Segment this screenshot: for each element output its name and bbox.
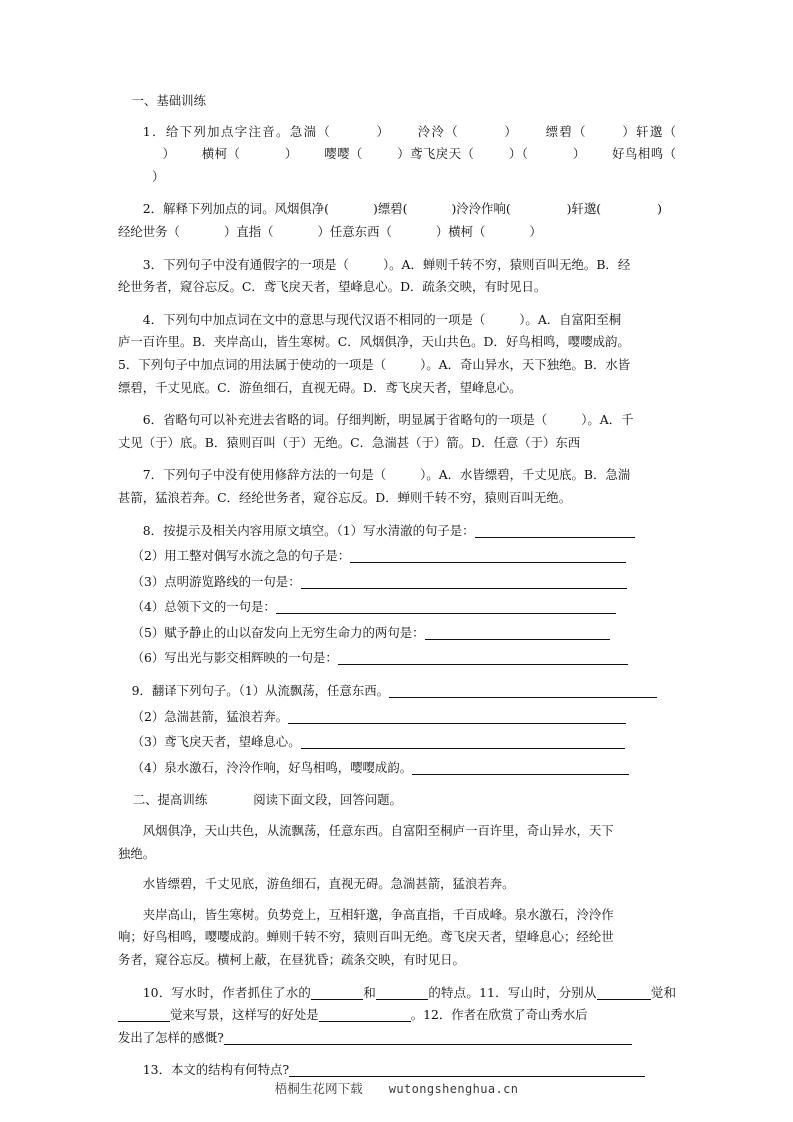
section-heading-1 [118, 90, 676, 113]
q8-answer-rule-6[interactable] [338, 650, 628, 665]
q8-item-3-label: （3）点明游览路线的一句是： [131, 573, 301, 589]
section-2-instruction: 阅读下面文段，回答问题。 [253, 792, 402, 808]
question-9-item-3 [118, 731, 676, 754]
q1-word-8: 好鸟相鸣（ [611, 146, 676, 162]
q1-paren-5: ）（ [508, 146, 529, 162]
q11-text-3: 觉来写景，这样写的好处是 [170, 1007, 319, 1023]
q10-text-2: 和 [363, 984, 377, 1000]
q9-item-2-label: （2）急湍甚箭，猛浪若奔。 [131, 708, 289, 724]
passage-p3-line-1: 夹岸高山，皆生寒树。负势竞上，互相轩邈，争高直指，千百成峰。泉水激石，泠泠作 [142, 906, 614, 922]
q3-line-2: 纶世务者，窥谷忘反。C．鸢飞戾天者，望峰息心。D．疏条交映，有时见日。 [118, 279, 547, 295]
footer-site: wutongshenghua.cn [388, 1082, 519, 1096]
passage-paragraph-3 [118, 904, 676, 972]
q11-blank-3[interactable] [319, 1007, 411, 1022]
document-body [118, 90, 676, 1082]
question-9-item-2 [118, 706, 676, 729]
q3-line-1: 3．下列句子中没有通假字的一项是（ [142, 256, 349, 272]
question-8-item-5 [118, 622, 676, 645]
q1-stem: 1．给下列加点字注音。急湍（ [142, 123, 332, 139]
q9-stem: 9．翻译下列句子。（1）从流飘荡，任意东西。 [131, 683, 390, 699]
q6-line-1: 6．省略句可以补充进去省略的词。仔细判断，明显属于省略句的一项是（ [142, 412, 548, 428]
passage-p1-line-1: 风烟俱净，天山共色，从流飘荡，任意东西。自富阳至桐庐一百许里，奇山异水，天下 [142, 823, 614, 839]
q2-paren-1: ) [657, 201, 662, 217]
q7-line-1b: ）。A．水皆缥碧，千丈见底。B．急湍 [420, 467, 631, 483]
q4-line-2: 庐一百许里。B．夹岸高山，皆生寒树。C．风烟俱净，天山共色。D．好鸟相鸣，嘤嘤成韵。 [118, 334, 630, 350]
question-8-item-4 [118, 596, 676, 619]
q4-line-1: 4．下列句中加点词在文中的意思与现代汉语不相同的一项是（ [142, 311, 486, 327]
q2-word-2: )泠泠作响( [451, 201, 511, 217]
q11-text-2: 觉和 [650, 984, 676, 1000]
question-10-to-12 [118, 982, 676, 1050]
q6-line-1b: ）。A．千 [581, 412, 634, 428]
question-8-item-3 [118, 571, 676, 594]
q2-word-5: ）直指（ [223, 223, 274, 239]
q1-paren-4: ） [284, 146, 298, 162]
q9-item-4-label: （4）泉水激石，泠泠作响，好鸟相鸣，嘤嘤成韵。 [131, 759, 413, 775]
question-3 [118, 254, 676, 299]
q9-answer-rule-3[interactable] [301, 734, 625, 749]
q8-answer-rule-3[interactable] [301, 574, 627, 589]
q10-blank-2[interactable] [376, 985, 428, 1000]
q11-blank-2[interactable] [118, 1007, 170, 1022]
section-1-title: 一、基础训练 [131, 93, 206, 108]
q1-word-3: 缥碧（ [544, 123, 587, 139]
q8-answer-rule-4[interactable] [276, 599, 616, 614]
question-4 [118, 309, 676, 354]
q12-text-1: 。12．作者在欣赏了奇山秀水后 [410, 1007, 588, 1023]
q5-line-2: 缥碧，千丈见底。C．游鱼细石，直视无碍。D．鸢飞戾天者，望峰息心。 [118, 379, 522, 395]
q13-stem: 13．本文的结构有何特点? [142, 1062, 290, 1078]
q2-stem: 2．解释下列加点的词。风烟俱净( [142, 201, 329, 217]
passage-paragraph-1 [118, 820, 676, 865]
q8-answer-rule-1[interactable] [475, 523, 635, 538]
q8-item-2-label: （2）用工整对偶写水流之急的句子是： [131, 548, 351, 564]
q7-line-2: 甚箭，猛浪若奔。C．经纶世务者，窥谷忘反。D．蝉则千转不穷，猿则百叫无绝。 [118, 489, 572, 505]
passage-p2: 水皆缥碧，千丈见底，游鱼细石，直视无碍。急湍甚箭，猛浪若奔。 [142, 876, 515, 892]
footer-label: 梧桐生花网下载 [274, 1081, 363, 1096]
q6-line-2: 丈见（于）底。B．猿则百叫（于）无绝。C．急湍甚（于）箭。D．任意（于）东西 [118, 434, 581, 450]
q5-line-1b: ）。A．奇山异水，天下独绝。B．水皆 [420, 356, 631, 372]
q11-text-1: 的特点。11．写山时，分别从 [428, 984, 597, 1000]
q3-line-1b: ）。A．蝉则千转不穷，猿则百叫无绝。B．经 [382, 256, 631, 272]
q9-answer-rule-4[interactable] [412, 760, 629, 775]
question-8 [118, 520, 676, 543]
q2-word-3: )轩邈( [566, 201, 602, 217]
q7-line-1: 7．下列句子中没有使用修辞方法的一句是（ [142, 467, 387, 483]
q11-blank-1[interactable] [597, 985, 651, 1000]
q2-word-7: ）横柯（ [435, 223, 486, 239]
passage-p3-line-3: 务者，窥谷忘反。横柯上蔽，在昼犹昏；疏条交映，有时见日。 [118, 952, 465, 967]
question-6 [118, 409, 676, 454]
q1-paren-7: ） [152, 168, 165, 184]
question-8-item-2 [118, 545, 676, 568]
q1-word-2: 泠泠（ [416, 123, 460, 139]
passage-p1-line-2: 独绝。 [118, 845, 156, 861]
question-7 [118, 464, 676, 509]
q1-word-4: ）轩邈（ [620, 123, 677, 139]
q8-item-6-label: （6）写出光与影交相辉映的一句是： [131, 650, 338, 666]
q1-word-5: 横柯（ [201, 146, 241, 162]
q10-blank-1[interactable] [311, 985, 363, 1000]
question-8-item-6 [118, 647, 676, 670]
q4-line-1b: ）。A．自富阳至桐 [519, 311, 622, 327]
q1-word-7: ）鸢飞戾天（ [396, 146, 475, 162]
question-2 [118, 198, 676, 243]
q1-paren-1: ） [375, 123, 391, 139]
q2-paren-2: ） [529, 223, 542, 239]
section-heading-2 [118, 789, 676, 812]
q12-answer-rule[interactable] [224, 1030, 632, 1045]
q8-item-4-label: （4）总领下文的一句是： [131, 599, 276, 615]
q8-stem: 8．按提示及相关内容用原文填空。（1）写水清澈的句子是： [142, 522, 475, 538]
q1-paren-6: ） [572, 146, 586, 162]
page-footer [0, 1078, 793, 1097]
question-9-item-4 [118, 757, 676, 780]
q8-answer-rule-2[interactable] [350, 548, 626, 563]
passage-p3-line-2: 响；好鸟相鸣，嘤嘤成韵。蝉则千转不穷，猿则百叫无绝。鸢飞戾天者，望峰息心；经纶世 [118, 929, 614, 945]
q1-paren-3: ） [162, 146, 176, 162]
q1-paren-2: ） [503, 123, 519, 139]
question-1 [118, 121, 676, 189]
passage-paragraph-2 [118, 873, 676, 896]
q10-text-1: 10．写水时，作者抓住了水的 [142, 984, 312, 1000]
section-2-title: 二、提高训练 [132, 792, 208, 808]
q2-word-6: ）任意东西（ [317, 223, 392, 239]
q2-word-1: )缥碧( [372, 201, 408, 217]
q9-answer-rule-1[interactable] [389, 683, 657, 698]
q8-answer-rule-5[interactable] [425, 625, 610, 640]
q2-word-4: 经纶世务（ [118, 223, 180, 239]
q8-item-5-label: （5）赋予静止的山以奋发向上无穷生命力的两句是： [131, 624, 425, 640]
q12-text-2: 发出了怎样的感慨? [118, 1029, 224, 1045]
q1-word-6: 嘤嘤（ [323, 146, 363, 162]
question-5 [118, 354, 676, 399]
q9-answer-rule-2[interactable] [288, 709, 626, 724]
q5-line-1: 5．下列句子中加点词的用法属于使动的一项是（ [118, 356, 387, 372]
q9-item-3-label: （3）鸢飞戾天者，望峰息心。 [131, 734, 301, 750]
q13-answer-rule[interactable] [289, 1062, 645, 1077]
question-9 [118, 680, 676, 703]
